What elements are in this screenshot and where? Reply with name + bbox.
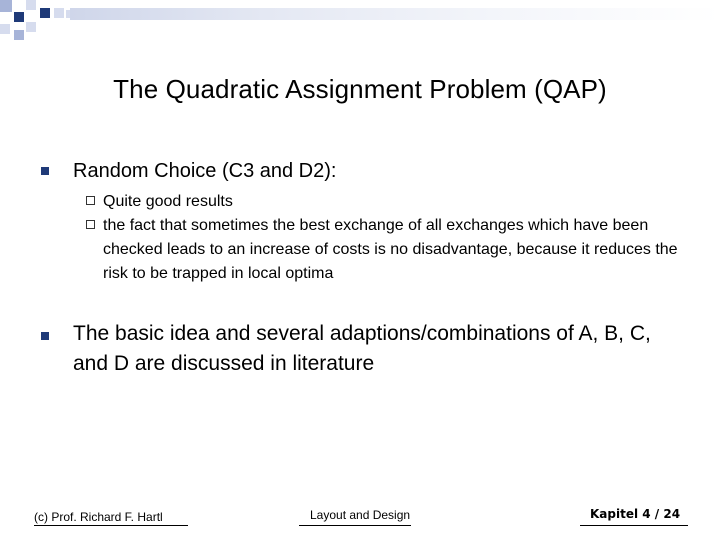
decor-square <box>54 8 64 18</box>
sub-bullet-text: the fact that sometimes the best exchange of all exchanges which have been checked leads to an increase of costs is no disadvantage, because it reduces the risk to be trapped in local optima <box>103 217 678 282</box>
sub-bullet-text: Quite good results <box>103 193 233 210</box>
decor-square <box>40 8 50 18</box>
bullet-marker <box>41 332 49 340</box>
footer-rule <box>299 525 411 526</box>
header-gradient-bar <box>70 8 720 20</box>
footer-author: (c) Prof. Richard F. Hartl <box>34 510 163 524</box>
slide-title: The Quadratic Assignment Problem (QAP) <box>113 74 607 104</box>
decor-square <box>26 0 36 10</box>
decor-square <box>0 0 12 12</box>
footer-rule <box>34 525 188 526</box>
header-decoration <box>0 0 720 50</box>
decor-square <box>14 30 24 40</box>
decor-square <box>14 12 24 22</box>
sub-bullet-marker <box>86 220 95 229</box>
bullet-text: The basic idea and several adaptions/combinations of A, B, C, and D are discussed in literature <box>73 322 651 375</box>
page-number: Kapitel 4 / 24 <box>590 507 681 521</box>
decor-square <box>26 22 36 32</box>
bullet-marker <box>41 167 49 175</box>
bullet-text: Random Choice (C3 and D2): <box>73 160 337 182</box>
sub-bullet-marker <box>86 196 95 205</box>
decor-square <box>0 24 10 34</box>
footer-rule <box>580 525 688 526</box>
footer-topic: Layout and Design <box>310 508 411 522</box>
